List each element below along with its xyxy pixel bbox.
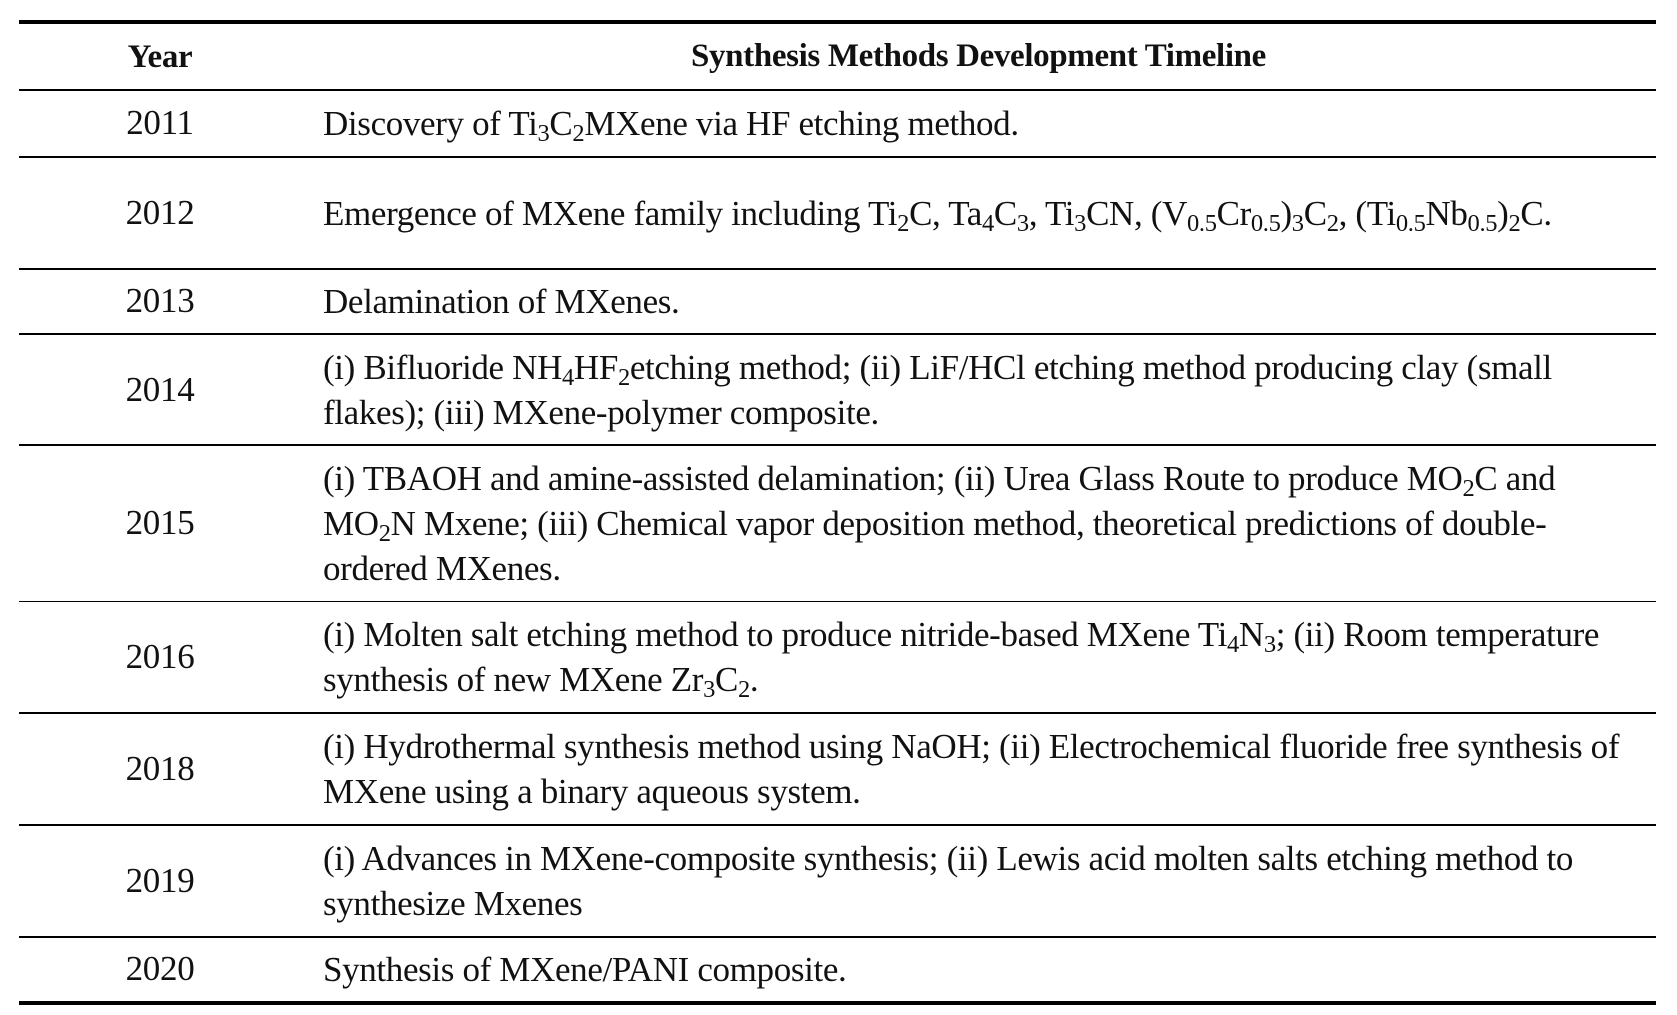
description-cell: (i) Molten salt etching method to produce nitride-based MXene $Ti_4N_3$; (ii) Room temperature synthesis of new MXene $Zr_3C_2$. xyxy=(323,615,1600,704)
header-description: Synthesis Methods Development Timeline xyxy=(691,38,1266,74)
row-rule xyxy=(19,1001,1656,1005)
table-row-2018 xyxy=(19,714,1656,824)
description-cell: Emergence of MXene family including $Ti_2C$, $Ta_4C_3$, $Ti_3CN$, $(V_{0.5}Cr_{0.5})_3C_2$, $(Ti_{0.5}Nb_{0.5})_2C$. xyxy=(323,193,1552,237)
table-row-2012 xyxy=(19,158,1656,268)
year-cell: 2016 xyxy=(125,637,195,676)
table-row-2014 xyxy=(19,335,1656,444)
year-cell: 2011 xyxy=(126,103,194,142)
table-row-2011 xyxy=(19,91,1656,156)
year-cell: 2015 xyxy=(125,503,195,542)
synthesis-timeline-table xyxy=(19,20,1656,1005)
description-cell: (i) Hydrothermal synthesis method using NaOH; (ii) Electrochemical fluoride free synthesis of MXene using a binary aqueous system. xyxy=(323,726,1620,811)
year-cell: 2014 xyxy=(125,369,195,409)
year-cell: 2012 xyxy=(125,193,195,232)
table-row-2016 xyxy=(19,602,1656,712)
year-cell: 2013 xyxy=(125,281,195,320)
table-row-2019 xyxy=(19,826,1656,936)
table-body xyxy=(19,91,1656,1005)
table-row-2020 xyxy=(19,938,1656,1001)
description-cell: Discovery of $Ti_3C_2MXene$ via HF etching method. xyxy=(323,103,1019,147)
description-cell: Synthesis of MXene/PANI composite. xyxy=(323,949,847,989)
header-year: Year xyxy=(127,38,193,75)
table-row-2015 xyxy=(19,446,1656,601)
description-cell: (i) Bifluoride $NH_4HF_2etching$ method; (ii) LiF/HCl etching method producing clay (small flakes); (iii) MXene-polymer composite. xyxy=(323,347,1552,432)
year-cell: 2020 xyxy=(125,949,195,988)
description-cell: (i) TBAOH and amine-assisted delamination; (ii) Urea Glass Route to produce $MO_2C$ and $MO_2N$ Mxene; (iii) Chemical vapor deposition method, theoretical predictions of double-ordered MXenes. xyxy=(323,458,1556,588)
header-row xyxy=(19,24,1656,89)
year-cell: 2019 xyxy=(125,861,195,900)
year-cell: 2018 xyxy=(125,748,195,788)
description-cell: (i) Advances in MXene-composite synthesis; (ii) Lewis acid molten salts etching method to synthesize Mxenes xyxy=(323,839,1573,923)
description-cell: Delamination of MXenes. xyxy=(323,281,680,321)
table-row-2013 xyxy=(19,270,1656,333)
